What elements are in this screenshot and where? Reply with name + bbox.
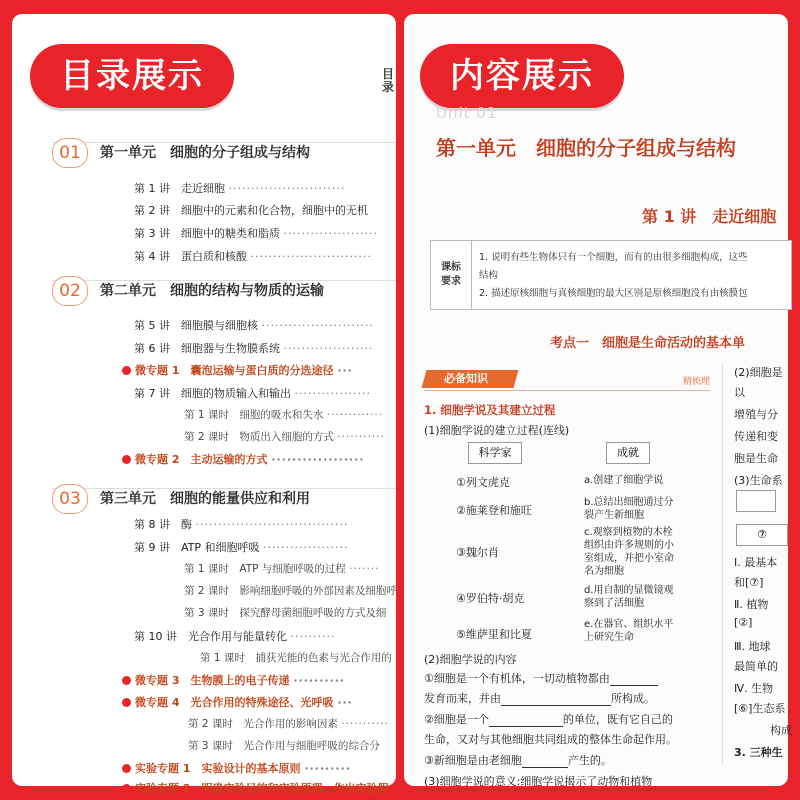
requirements-label: 课标 要求 [431,241,472,309]
content-line: ②细胞是一个 的单位，既有它自己的 [424,713,673,726]
right-column-line: [⑥]生态系 [734,702,786,715]
toc-subitem: 第 3 课时 探究酵母菌细胞呼吸的方式及细 [184,607,387,619]
content-line: (3)细胞学说的意义:细胞学说揭示了动物和植物 [424,775,653,788]
unit-1-number: 01 [52,138,88,168]
content-line: 生命，又对与其他细胞共同组成的整体生命起作用。 [424,733,677,746]
achievement-header: 成就 [606,442,650,464]
toc-item: 第 9 讲 ATP 和细胞呼吸 ··················· [134,541,349,554]
unit-3-heading [12,484,396,516]
unit-3-title: 第三单元 细胞的能量供应和利用 [100,491,310,507]
right-column-line: 胞是生命 [734,452,778,465]
toc-item: 第 3 讲 细胞中的糖类和脂质 ····················· [134,227,378,240]
toc-item: 第 5 讲 细胞膜与细胞核 ························· [134,319,374,332]
right-column-line: 增殖与分 [734,408,778,421]
toc-item: 第 7 讲 细胞的物质输入和输出 ················· [134,387,371,400]
right-column-heading: 3. 三种生 [734,746,783,759]
unit-2-title: 第二单元 细胞的结构与物质的运输 [100,283,324,299]
right-column-line: 传递和变 [734,430,778,443]
right-column-line: 构成 [770,724,792,737]
unit-2-heading [12,276,396,308]
column-divider [722,364,723,764]
right-column-line: Ⅲ. 地球 [734,640,771,653]
unit-1-heading [12,138,396,170]
micro-topic: 微专题 4 光合作用的特殊途径、光呼吸 ··· [122,694,353,710]
unit-1-title: 第一单元 细胞的分子组成与结构 [100,145,310,161]
right-column-line: 以 [734,386,745,399]
right-column-line: 和[⑦] [734,576,764,589]
unit-2-number: 02 [52,276,88,306]
unit-3-number: 03 [52,484,88,514]
achievement-item: d.用自制的显微镜观 察到了活细胞 [584,585,674,609]
toc-subitem: 第 2 课时 影响细胞呼吸的外部因素及细胞呼 [184,585,397,597]
toc-item: 第 4 讲 蛋白质和核酸 ··························· [134,250,372,263]
content-badge: 内容展示 [420,44,624,108]
achievement-item: b.总结出细胞通过分 裂产生新细胞 [584,497,674,521]
toc-item: 第 2 讲 细胞中的元素和化合物，细胞中的无机 [134,204,368,217]
subsection-heading: (2)细胞学说的内容 [424,653,517,666]
star-icon [122,764,131,773]
scientist-item: ②施莱登和施旺 [456,504,532,517]
star-icon [122,676,131,685]
section-heading: 1. 细胞学说及其建立过程 [424,403,556,417]
unit-chinese-title: 第一单元 细胞的分子组成与结构 [436,136,736,160]
right-column-line: (3)生命系 [734,474,783,487]
diagram-box [736,490,776,512]
content-panel [404,14,792,788]
lecture-title: 第 1 讲 走近细胞 [642,207,777,226]
star-icon [122,455,131,464]
subsection-heading: (1)细胞学说的建立过程(连线) [424,424,570,437]
scientist-item: ③魏尔肖 [456,546,499,559]
requirements-text: 1. 说明有些生物体只有一个细胞，而有的由很多细胞构成，这些 结构 2. 描述原核细胞与真核细胞的最大区别是原核细胞没有由核膜包 [479,252,748,299]
toc-subitem: 第 3 课时 光合作用与细胞呼吸的综合分 [188,740,380,752]
content-line: ①细胞是一个有机体，一切动植物都由 [424,670,658,686]
scientist-item: ⑤维萨里和比夏 [456,628,532,641]
right-column-line: 最简单的 [734,660,778,673]
star-icon [122,784,131,793]
content-line: ③新细胞是由老细胞 产生的。 [424,754,612,767]
essential-knowledge-tag: 必备知识 [422,370,519,388]
experiment-topic: 实验专题 2 明确实验目的和实验原理，作出实验假 [122,780,388,796]
toc-item: 第 8 讲 酶 ·································· [134,518,349,531]
toc-corner-label: 目录 [382,67,395,94]
star-icon [122,698,131,707]
achievement-item: c.观察到植物的木栓 组织由许多规则的小 室组成，并把小室命 名为细胞 [584,527,674,577]
micro-topic: 微专题 3 生物膜上的电子传递 ·········· [122,672,345,688]
scientist-item: ①列文虎克 [456,476,510,489]
right-column-line: [②] [734,616,753,629]
micro-topic: 微专题 2 主动运输的方式 ·················· [122,451,365,467]
star-icon [122,366,131,375]
scientist-item: ④罗伯特·胡克 [456,592,525,605]
toc-subitem: 第 1 课时 ATP 与细胞呼吸的过程 ······· [184,563,380,575]
toc-item: 第 6 讲 细胞器与生物膜系统 ···················· [134,342,374,355]
right-column-line: Ⅳ. 生物 [734,682,774,695]
toc-badge: 目录展示 [30,44,234,108]
toc-item: 第 1 讲 走近细胞 ·························· [134,182,346,195]
achievement-item: e.在器官、组织水平 上研究生命 [584,619,674,643]
micro-topic: 微专题 1 囊泡运输与蛋白质的分选途径 ··· [122,362,353,378]
toc-subitem: 第 2 课时 物质出入细胞的方式 ··········· [184,431,385,443]
toc-item: 第 10 讲 光合作用与能量转化 ·········· [134,630,336,643]
diagram-box: ⑦ [736,524,788,546]
toc-subitem: 第 1 课时 捕获光能的色素与光合作用的 [200,652,392,664]
right-column-line: Ⅱ. 植物 [734,598,769,611]
toc-subitem: 第 1 课时 细胞的吸水和失水 ············· [184,409,384,421]
essential-knowledge-note: 精梳理 [682,377,710,387]
content-line: 发育而来，并由 所构成。 [424,692,655,705]
scientist-header: 科学家 [468,442,522,464]
experiment-topic: 实验专题 1 实验设计的基本原则 ········· [122,760,351,776]
right-column-line: Ⅰ. 最基本 [734,556,778,569]
unit-english-label: Unit 01 [436,104,498,122]
essential-knowledge-bar [424,370,710,391]
toc-panel [12,14,397,795]
toc-subitem: 第 2 课时 光合作用的影响因素 ··········· [188,718,389,730]
achievement-item: a.创建了细胞学说 [584,475,664,486]
curriculum-requirements [430,240,792,310]
right-column-line: (2)细胞是 [734,366,783,379]
key-point-title: 考点一 细胞是生命活动的基本单 [550,336,746,351]
